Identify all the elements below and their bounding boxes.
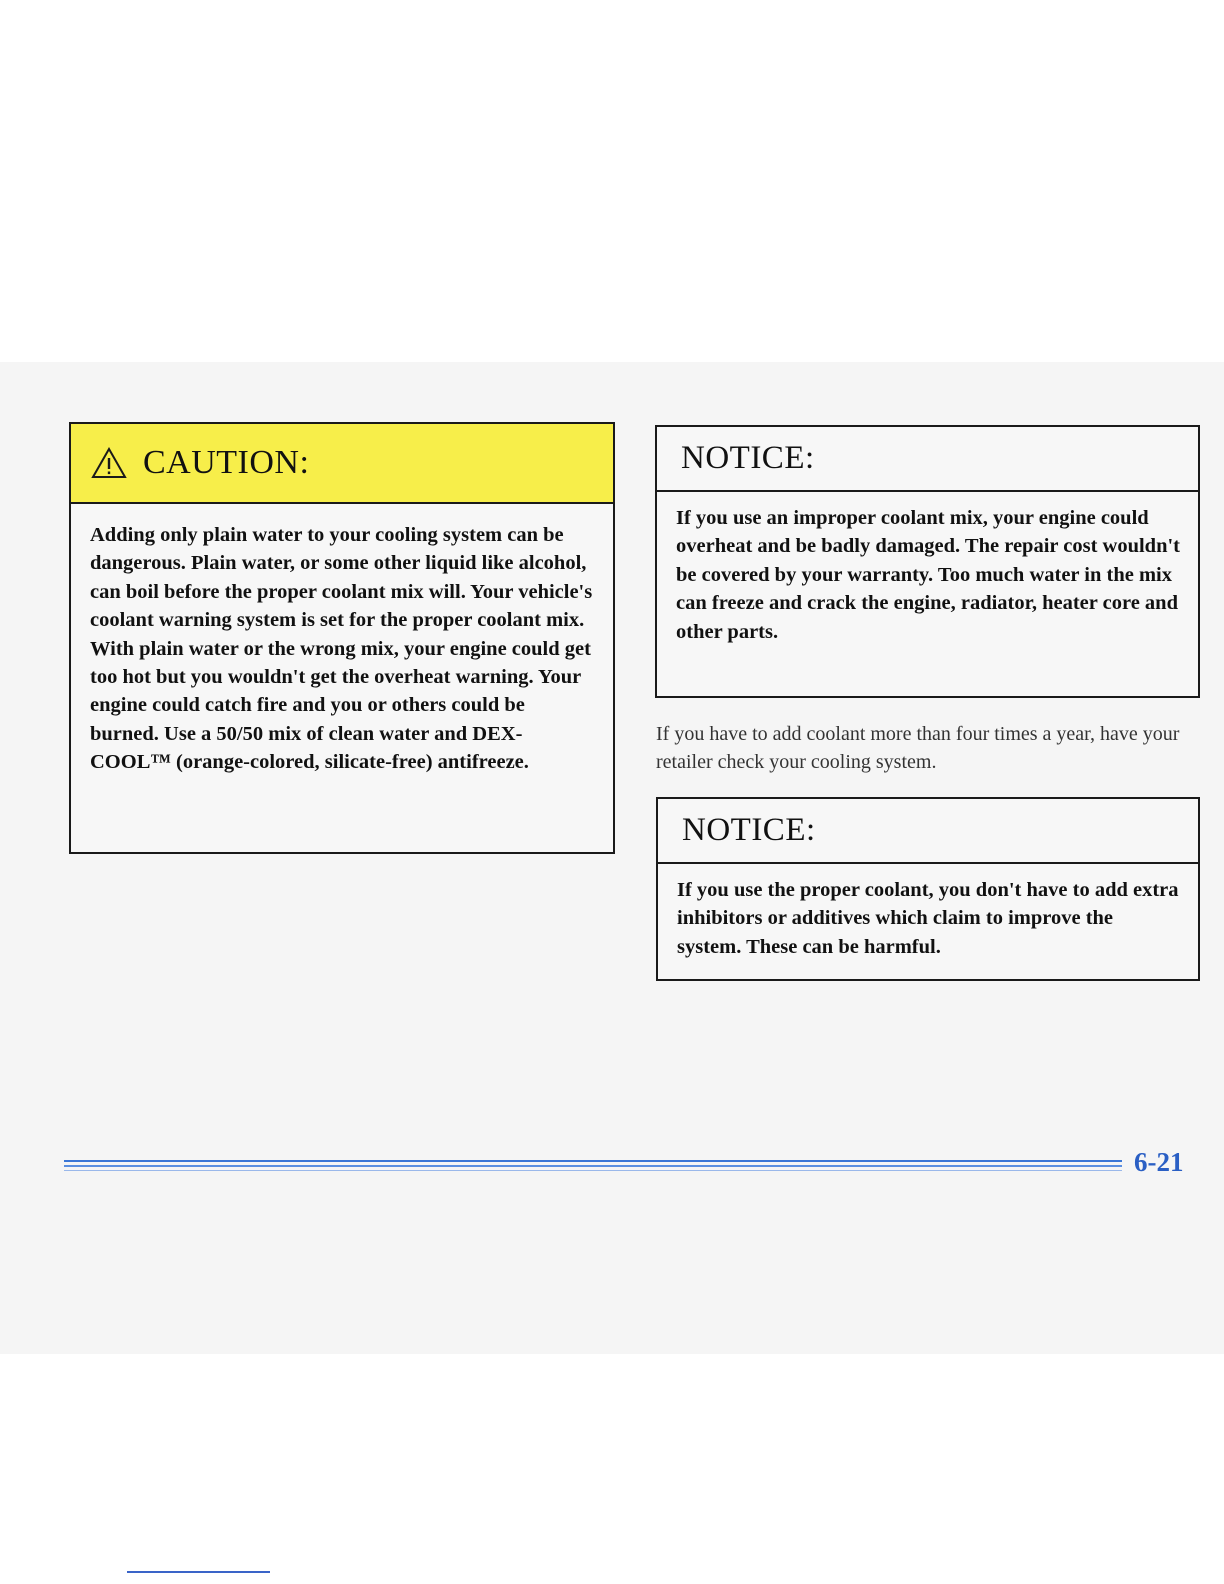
caution-box bbox=[69, 422, 615, 854]
bottom-rule bbox=[127, 1571, 270, 1573]
notice-header bbox=[657, 427, 1198, 492]
footer-rule-line bbox=[64, 1165, 1122, 1167]
notice-box-coolant-mix bbox=[655, 425, 1200, 698]
footer-rule bbox=[64, 1160, 1122, 1172]
page-number: 6-21 bbox=[1134, 1147, 1184, 1177]
notice-text: If you use an improper coolant mix, your engine could overheat and be badly damaged. The repair cost wouldn't be covered by your warranty. Too much water in the mix can freeze and crack the engine, radiator, heater core and other parts. bbox=[676, 507, 1181, 643]
notice-title: NOTICE: bbox=[682, 812, 816, 848]
notice-box-additives bbox=[656, 797, 1200, 981]
warning-triangle-icon bbox=[91, 447, 127, 479]
notice-title: NOTICE: bbox=[681, 440, 815, 476]
footer-rule-line bbox=[64, 1170, 1122, 1171]
footer-rule-line bbox=[64, 1160, 1122, 1162]
caution-text: Adding only plain water to your cooling system can be dangerous. Plain water, or some other liquid like alcohol, can boil before the proper coolant mix will. Your vehicle's coolant warning system is set for the proper coolant mix. With plain water or the wrong mix, your engine could get too hot but you wouldn't get the overheat warning. Your engine could catch fire and you or others could be burned. Use a 50/50 mix of clean water and DEX-COOL™ (orange-colored, silicate-free) antifreeze. bbox=[90, 524, 593, 774]
notice-text: If you use the proper coolant, you don't have to add extra inhibitors or additives which claim to improve the system. These can be harmful. bbox=[677, 879, 1179, 958]
notice-header bbox=[658, 799, 1198, 864]
coolant-paragraph: If you have to add coolant more than four times a year, have your retailer check your cooling system. bbox=[656, 723, 1180, 773]
caution-header bbox=[71, 424, 613, 504]
caution-title: CAUTION: bbox=[143, 444, 310, 481]
